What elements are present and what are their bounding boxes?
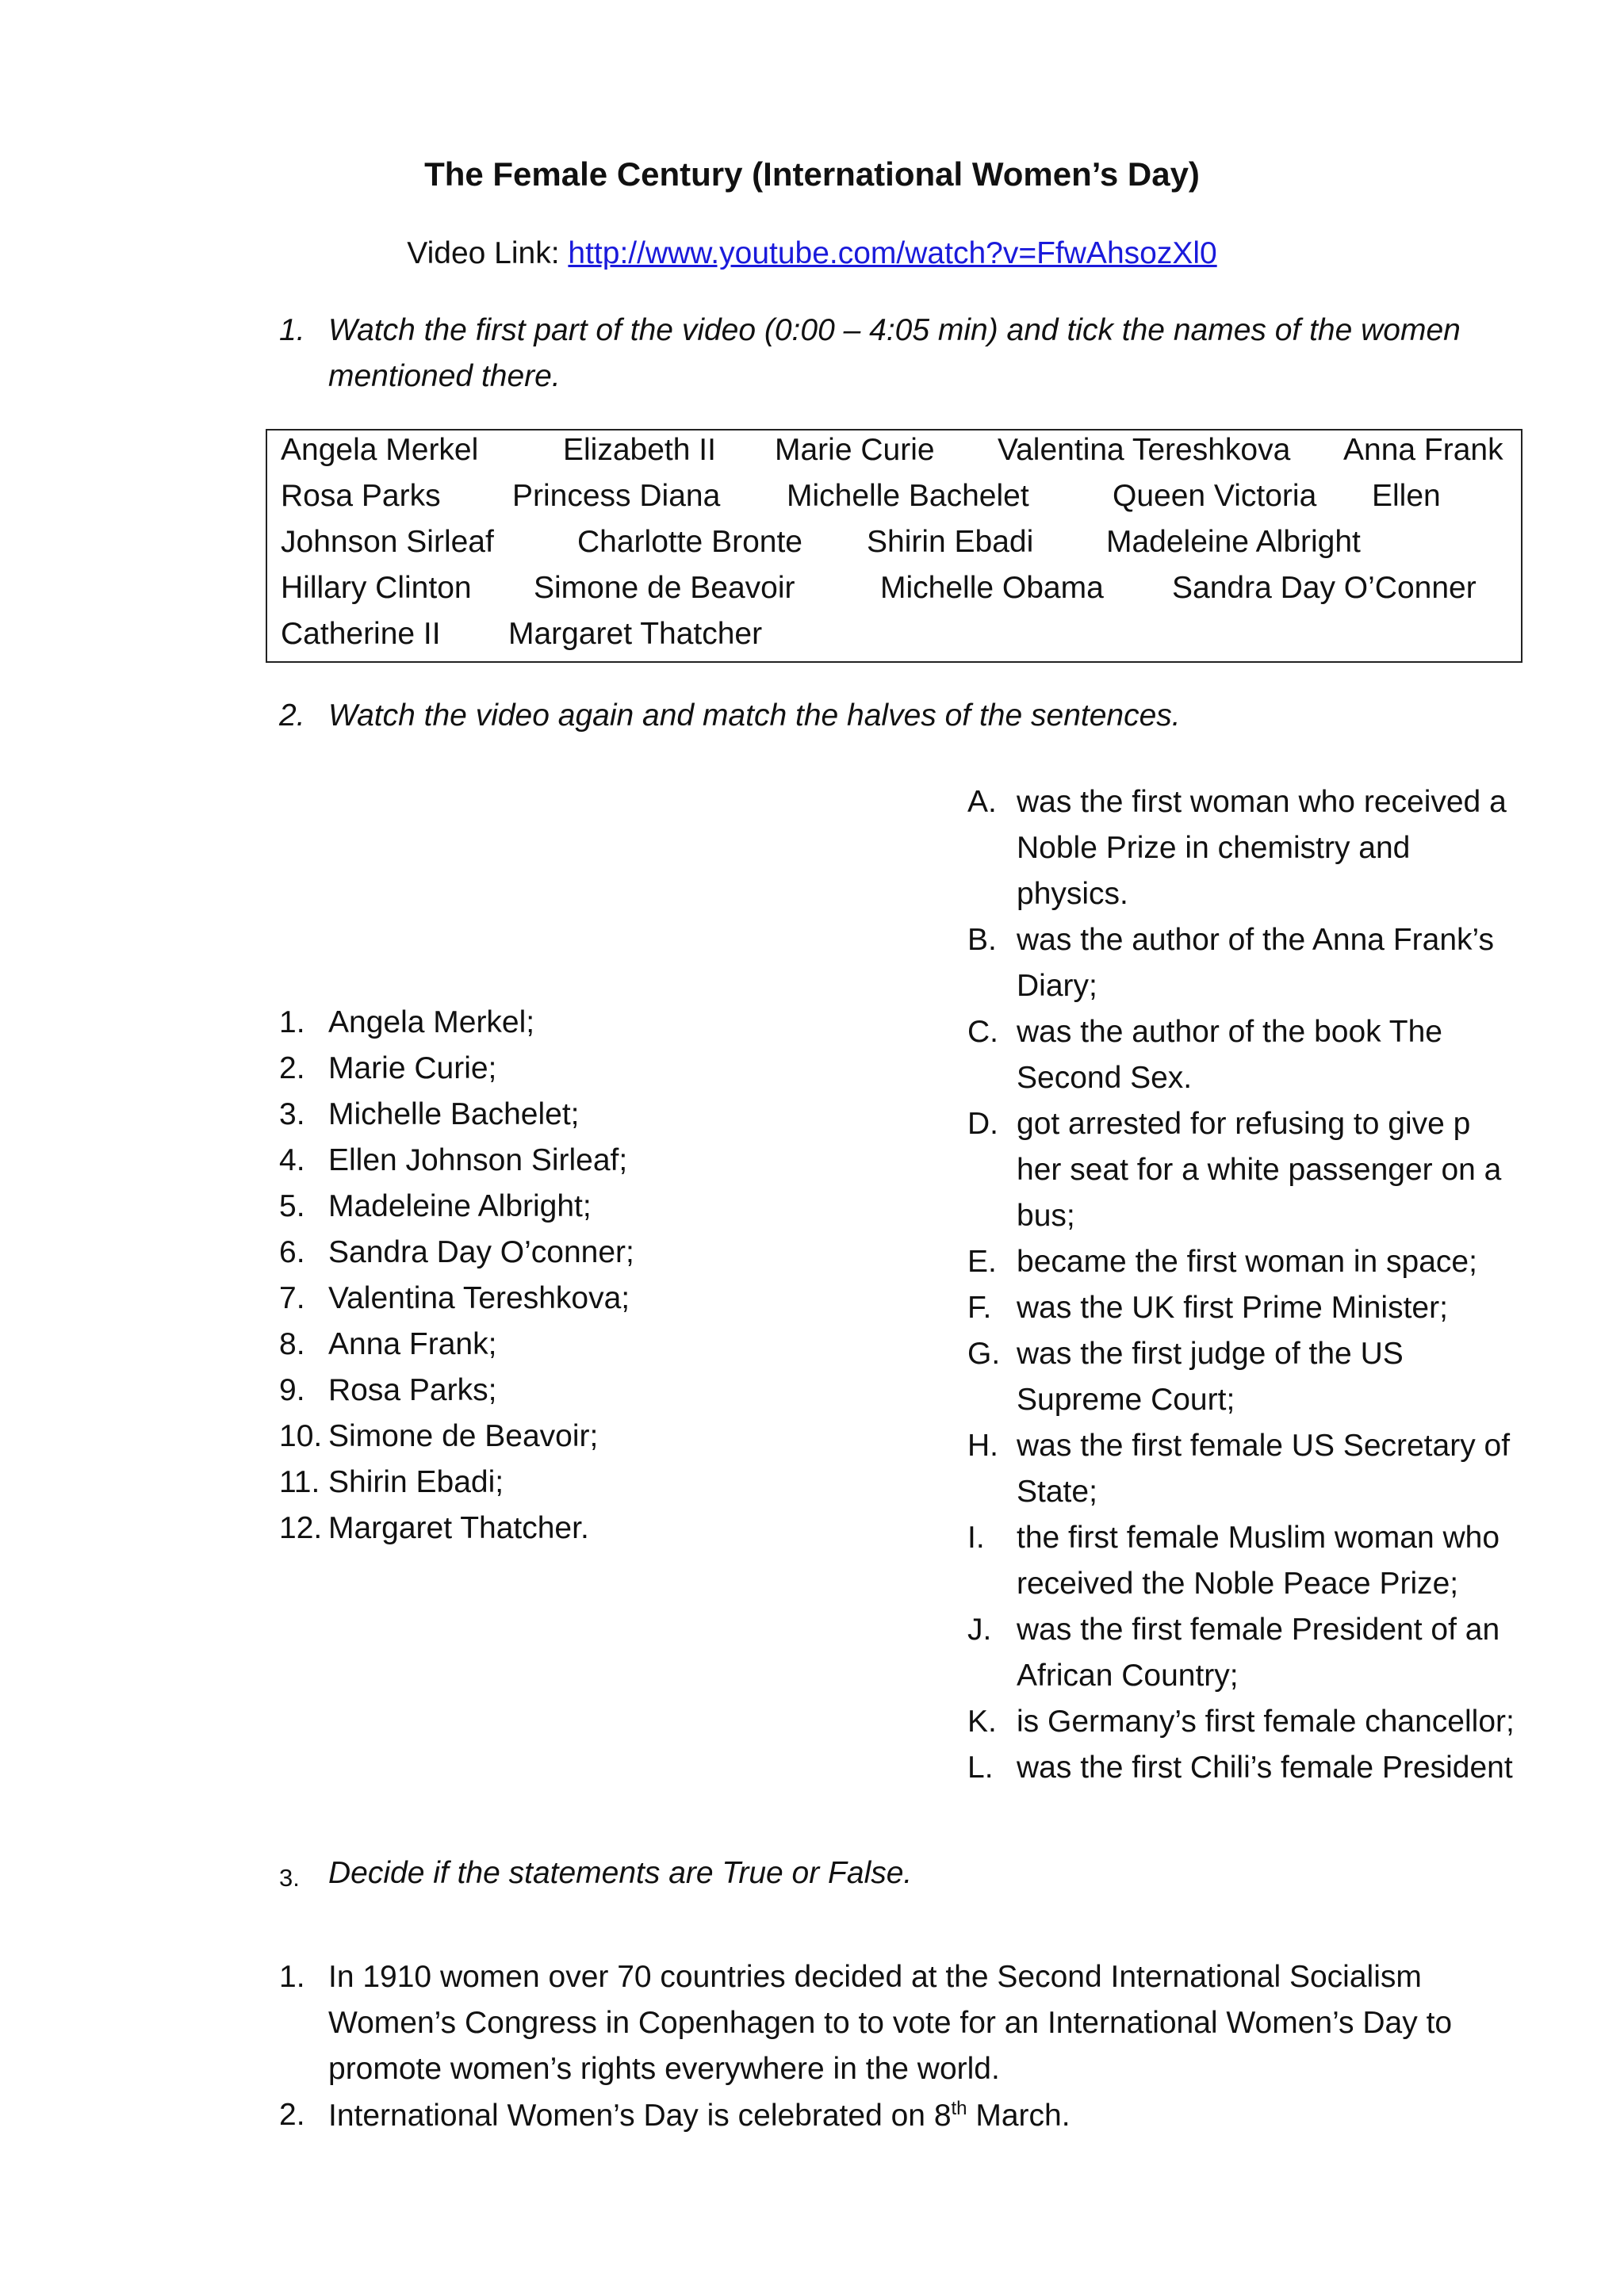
name-option[interactable]: Anna Frank — [1343, 433, 1503, 467]
name-option[interactable]: Simone de Beavoir — [534, 571, 795, 605]
name-option[interactable]: Catherine II — [281, 617, 441, 651]
list-item-line: the first female Muslim woman who — [1017, 1521, 1500, 1555]
list-item: Marie Curie; — [328, 1051, 497, 1085]
name-option[interactable]: Queen Victoria — [1113, 479, 1317, 513]
video-link[interactable]: http://www.youtube.com/watch?v=FfwAhsozXl0 — [568, 236, 1217, 270]
list-number: 10. — [279, 1419, 323, 1453]
list-item: Angela Merkel; — [328, 1005, 535, 1039]
list-item: Sandra Day O’conner; — [328, 1235, 634, 1269]
list-item: Valentina Tereshkova; — [328, 1281, 630, 1315]
name-option[interactable]: Madeleine Albright — [1106, 525, 1361, 559]
name-option[interactable]: Margaret Thatcher — [508, 617, 763, 651]
list-item: Anna Frank; — [328, 1327, 497, 1361]
list-number: 7. — [279, 1281, 305, 1315]
list-number: 9. — [279, 1373, 305, 1407]
list-item: Madeleine Albright; — [328, 1189, 592, 1223]
list-item-line: was the first Chili’s female President — [1017, 1751, 1513, 1785]
list-letter: K. — [967, 1705, 997, 1739]
statement-number: 1. — [279, 1960, 305, 1994]
statement-superscript: th — [951, 2098, 967, 2119]
name-option[interactable]: Shirin Ebadi — [867, 525, 1034, 559]
list-item-line: became the first woman in space; — [1017, 1245, 1477, 1279]
list-letter: J. — [967, 1613, 992, 1647]
list-item-line: Second Sex. — [1017, 1061, 1193, 1095]
statement-line: In 1910 women over 70 countries decided at the Second International Socialism — [328, 1960, 1422, 1994]
list-item-line: Diary; — [1017, 969, 1097, 1003]
list-letter: E. — [967, 1245, 997, 1279]
name-option[interactable]: Michelle Obama — [880, 571, 1104, 605]
list-item-line: was the first female President of an — [1017, 1613, 1500, 1647]
list-item-line: African Country; — [1017, 1659, 1239, 1693]
name-option[interactable]: Rosa Parks — [281, 479, 441, 513]
list-item-line: Supreme Court; — [1017, 1383, 1235, 1417]
list-item-line: physics. — [1017, 877, 1128, 911]
list-item: Rosa Parks; — [328, 1373, 497, 1407]
name-option[interactable]: Ellen — [1372, 479, 1441, 513]
list-item-line: is Germany’s first female chancellor; — [1017, 1705, 1515, 1739]
name-option[interactable]: Charlotte Bronte — [577, 525, 802, 559]
question-2-text: Watch the video again and match the halves of the sentences. — [328, 698, 1181, 733]
list-letter: H. — [967, 1429, 998, 1463]
list-number: 11. — [279, 1465, 320, 1499]
video-link-label: Video Link: — [407, 236, 569, 270]
name-option[interactable]: Valentina Tereshkova — [998, 433, 1291, 467]
name-option[interactable]: Michelle Bachelet — [787, 479, 1029, 513]
list-letter: L. — [967, 1751, 994, 1785]
statement-text: International Women’s Day is celebrated on 8 — [328, 2099, 952, 2133]
list-item-line: bus; — [1017, 1199, 1075, 1233]
name-option[interactable]: Johnson Sirleaf — [281, 525, 494, 559]
list-item-line: was the author of the Anna Frank’s — [1017, 923, 1494, 957]
list-letter: F. — [967, 1291, 992, 1325]
list-item-line: received the Noble Peace Prize; — [1017, 1567, 1459, 1601]
name-option[interactable]: Princess Diana — [512, 479, 721, 513]
question-3-text: Decide if the statements are True or False. — [328, 1856, 913, 1890]
list-item-line: her seat for a white passenger on a — [1017, 1153, 1502, 1187]
list-item: Shirin Ebadi; — [328, 1465, 504, 1499]
list-letter: B. — [967, 923, 997, 957]
list-item: Simone de Beavoir; — [328, 1419, 599, 1453]
name-option[interactable]: Angela Merkel — [281, 433, 479, 467]
statement-text-end: March. — [967, 2099, 1071, 2133]
list-number: 2. — [279, 1051, 305, 1085]
list-letter: A. — [967, 785, 997, 819]
list-item-line: was the author of the book The — [1017, 1015, 1442, 1049]
list-number: 12. — [279, 1511, 323, 1545]
list-item-line: was the first woman who received a — [1017, 785, 1507, 819]
list-letter: I. — [967, 1521, 985, 1555]
list-item-line: was the first female US Secretary of — [1017, 1429, 1511, 1463]
video-link-line — [0, 236, 1624, 271]
name-option[interactable]: Hillary Clinton — [281, 571, 472, 605]
name-option[interactable]: Marie Curie — [775, 433, 935, 467]
list-letter: D. — [967, 1107, 998, 1141]
list-item-line: Noble Prize in chemistry and — [1017, 831, 1411, 865]
name-option[interactable]: Sandra Day O’Conner — [1172, 571, 1477, 605]
question-1-line-1: Watch the first part of the video (0:00 – 4:05 min) and tick the names of the women — [328, 313, 1461, 347]
list-number: 6. — [279, 1235, 305, 1269]
list-item-line: got arrested for refusing to give p — [1017, 1107, 1471, 1141]
list-item: Margaret Thatcher. — [328, 1511, 589, 1545]
statement-number: 2. — [279, 2098, 305, 2132]
question-1-line-2: mentioned there. — [328, 359, 561, 393]
question-1-number: 1. — [279, 313, 305, 347]
list-item: Michelle Bachelet; — [328, 1097, 580, 1131]
list-item-line: was the first judge of the US — [1017, 1337, 1404, 1371]
list-letter: C. — [967, 1015, 998, 1049]
list-number: 1. — [279, 1005, 305, 1039]
statement-line: Women’s Congress in Copenhagen to to vote for an International Women’s Day to — [328, 2006, 1453, 2040]
statement-line — [328, 2098, 1071, 2133]
list-item: Ellen Johnson Sirleaf; — [328, 1143, 628, 1177]
question-3-number: 3. — [279, 1864, 300, 1892]
list-number: 5. — [279, 1189, 305, 1223]
page-title: The Female Century (International Women’s Day) — [424, 155, 1200, 193]
list-number: 8. — [279, 1327, 305, 1361]
list-letter: G. — [967, 1337, 1001, 1371]
list-item-line: was the UK first Prime Minister; — [1017, 1291, 1448, 1325]
question-2-number: 2. — [279, 698, 305, 733]
list-item-line: State; — [1017, 1475, 1097, 1509]
list-number: 4. — [279, 1143, 305, 1177]
statement-line: promote women’s rights everywhere in the world. — [328, 2052, 1000, 2086]
name-option[interactable]: Elizabeth II — [563, 433, 716, 467]
list-number: 3. — [279, 1097, 305, 1131]
